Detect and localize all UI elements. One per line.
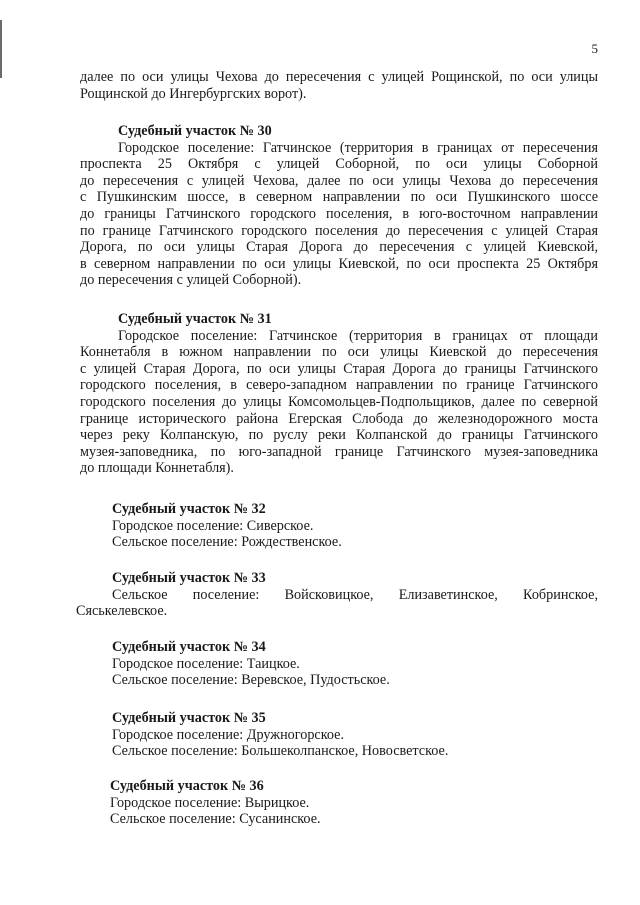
- section-body: [80, 328, 598, 477]
- paragraph-line: Рощинской до Ингербургских ворот).: [80, 85, 307, 102]
- paragraph-line: до границы Гатчинского городского поселения, в юго-восточном направлении: [80, 205, 598, 222]
- section-heading: Судебный участок № 32: [112, 501, 266, 517]
- section-body: [76, 587, 598, 620]
- paragraph-line: Городское поселение: Таицкое.: [112, 655, 300, 672]
- section-32: [112, 501, 598, 551]
- paragraph-line: до площади Коннетабля).: [80, 460, 234, 477]
- paragraph-line: Городское поселение: Дружногорское.: [112, 726, 344, 743]
- paragraph-line: городского поселения до улицы Комсомольцев-Подпольщиков, далее по северной: [80, 393, 598, 410]
- paragraph-line: Сельское поселение: Рождественское.: [112, 534, 342, 551]
- paragraph-line: Городское поселение: Сиверское.: [112, 517, 314, 534]
- section-heading: Судебный участок № 31: [118, 311, 272, 327]
- paragraph-line: Сельское поселение: Войсковицкое, Елизаветинское, Кобринское,: [112, 586, 598, 603]
- paragraph-line: Сельское поселение: Большеколпанское, Новосветское.: [112, 743, 449, 760]
- paragraph-line: через реку Колпанскую, по руслу реки Колпанской до границы Гатчинского: [80, 427, 598, 444]
- section-33: [76, 570, 598, 620]
- paragraph-line: проспекта 25 Октября с улицей Соборной, по оси улицы Соборной: [80, 156, 598, 173]
- section-35: [112, 710, 598, 760]
- paragraph-line: Городское поселение: Гатчинское (территория в границах от пересечения: [118, 139, 598, 156]
- paragraph-line: музея-заповедника, по юго-западной границе Гатчинского музея-заповедника: [80, 443, 598, 460]
- section-heading: Судебный участок № 35: [112, 710, 266, 726]
- section-heading: Судебный участок № 33: [112, 570, 266, 586]
- paragraph-line: Городское поселение: Гатчинское (территория в границах от площади: [118, 327, 598, 344]
- section-body: [80, 140, 598, 289]
- section-31: [80, 311, 598, 477]
- section-36: [110, 778, 598, 828]
- section-heading: Судебный участок № 30: [118, 123, 272, 139]
- section-heading: Судебный участок № 36: [110, 778, 264, 794]
- paragraph-line: далее по оси улицы Чехова до пересечения с улицей Рощинской, по оси улицы: [80, 69, 598, 85]
- paragraph-line: Дорога, по оси улицы Старая Дорога до пересечения с улицей Киевской,: [80, 239, 598, 256]
- paragraph-line: Коннетабля в южном направлении по оси улицы Киевской до пересечения: [80, 344, 598, 361]
- scan-margin-line: [0, 20, 2, 78]
- paragraph-line: с улицей Старая Дорога, по оси улицы Старая Дорога до границы Гатчинского: [80, 360, 598, 377]
- paragraph-line: границе исторического района Егерская Слобода до железнодорожного моста: [80, 410, 598, 427]
- page-number: 5: [591, 41, 598, 56]
- section-heading: Судебный участок № 34: [112, 639, 266, 655]
- paragraph-line: Сельское поселение: Веревское, Пудостьское.: [112, 672, 390, 689]
- paragraph-line: городского поселения, в северо-западном направлении по границе Гатчинского: [80, 377, 598, 394]
- paragraph-line: Сяськелевское.: [76, 603, 168, 620]
- section-34: [112, 639, 598, 689]
- paragraph-line: до пересечения с улицей Соборной).: [80, 272, 302, 289]
- section-30: [80, 123, 598, 289]
- paragraph-line: по границе Гатчинского городского поселения до пересечения с улицей Старая: [80, 222, 598, 239]
- paragraph-line: с Пушкинским шоссе, в северном направлении по оси Пушкинского шоссе: [80, 189, 598, 206]
- paragraph-line: Городское поселение: Вырицкое.: [110, 794, 310, 811]
- paragraph-line: до пересечения с улицей Чехова, далее по оси улицы Чехова до пересечения: [80, 172, 598, 189]
- intro-paragraph: [80, 69, 598, 102]
- paragraph-line: Сельское поселение: Сусанинское.: [110, 811, 321, 828]
- paragraph-line: в северном направлении по оси улицы Киевской, по оси проспекта 25 Октября: [80, 255, 598, 272]
